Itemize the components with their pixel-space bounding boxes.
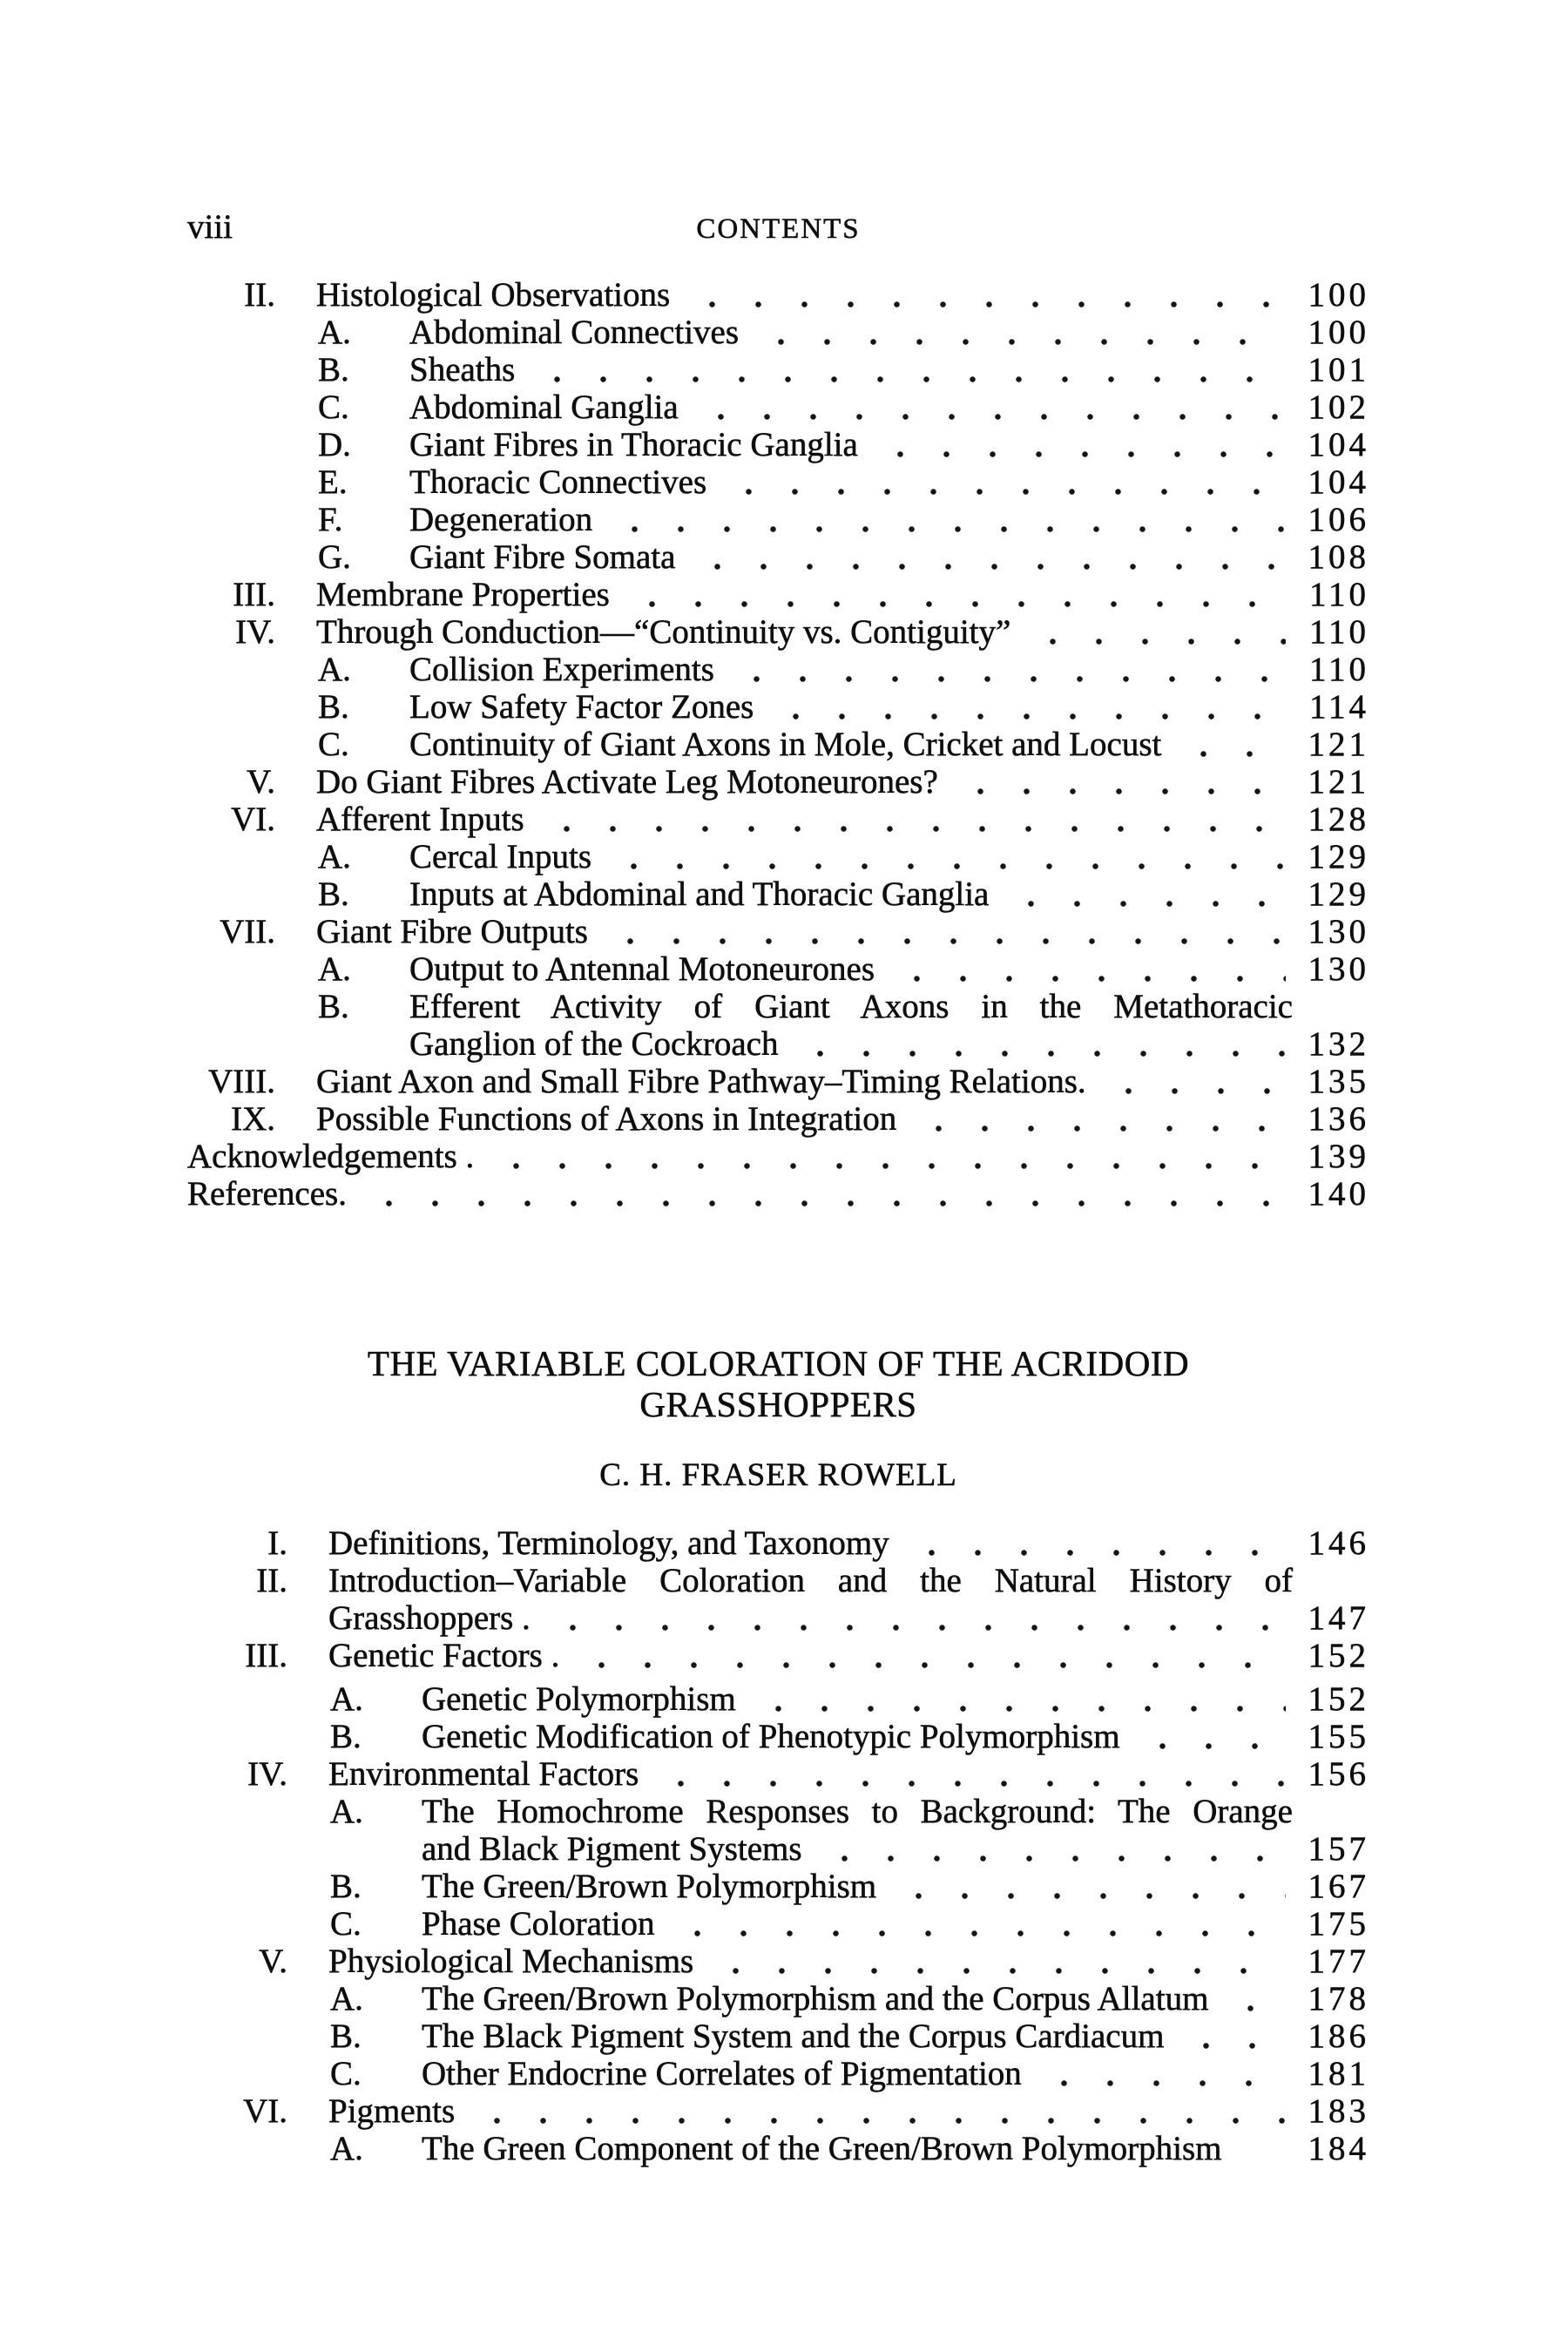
dot-leader xyxy=(719,463,1286,501)
toc-row xyxy=(199,1943,1369,1980)
toc-entry-line xyxy=(422,1718,1369,1755)
dot-leader xyxy=(814,1830,1286,1868)
toc-entry-title: Membrane Properties xyxy=(316,576,610,613)
toc-entry-body xyxy=(187,1175,1369,1213)
toc-entry-number: III. xyxy=(245,1637,287,1674)
toc-entry-line xyxy=(409,426,1369,463)
dot-leader xyxy=(359,1175,1286,1213)
dot-leader xyxy=(766,688,1286,726)
toc-entry-line xyxy=(422,1868,1369,1905)
toc-row xyxy=(187,1138,1369,1175)
toc-row xyxy=(199,1868,1369,1905)
toc-page-number: 135 xyxy=(1308,1063,1369,1100)
toc-entry-number: A. xyxy=(318,950,351,988)
toc-entry-body xyxy=(187,1138,1369,1175)
toc-entry-number: E. xyxy=(318,463,348,501)
toc-page-number: 167 xyxy=(1308,1868,1369,1905)
toc-entry-line xyxy=(328,1755,1369,1793)
toc-entry-title: Do Giant Fibres Activate Leg Motoneurones? xyxy=(316,763,938,801)
toc-entry-number: IV. xyxy=(235,613,275,651)
toc-entry-line xyxy=(409,538,1369,576)
toc-entry-number: G. xyxy=(318,538,351,576)
toc-page-number: 132 xyxy=(1308,1025,1369,1063)
toc-row xyxy=(199,1562,1369,1637)
toc-entry-number: VI. xyxy=(243,2092,287,2130)
dot-leader xyxy=(622,576,1286,613)
toc-entry-title: Definitions, Terminology, and Taxonomy xyxy=(328,1524,889,1562)
toc-row xyxy=(187,726,1369,763)
toc-entry-title: Environmental Factors xyxy=(328,1755,639,1793)
toc-entry-line xyxy=(316,576,1369,613)
toc-page-number: 186 xyxy=(1308,2017,1369,2055)
toc-page-number: 152 xyxy=(1308,1680,1369,1718)
toc-entry-body xyxy=(422,2130,1369,2167)
dot-leader xyxy=(667,1905,1286,1943)
toc-entry-body xyxy=(409,688,1369,726)
toc-entry-body xyxy=(422,1680,1369,1718)
dot-leader xyxy=(902,1524,1286,1562)
toc-part1 xyxy=(187,276,1369,1213)
dot-leader xyxy=(486,1138,1286,1175)
toc-entry-number: II. xyxy=(244,276,275,314)
dot-leader xyxy=(1173,726,1286,763)
toc-entry-body xyxy=(422,1980,1369,2017)
toc-entry-title: Physiological Mechanisms xyxy=(328,1943,694,1980)
toc-entry-line xyxy=(328,1637,1369,1674)
toc-entry-line xyxy=(409,314,1369,351)
toc-entry-body xyxy=(422,1905,1369,1943)
toc-row xyxy=(199,2017,1369,2055)
toc-entry-number: B. xyxy=(330,1718,362,1755)
toc-entry-body xyxy=(409,538,1369,576)
toc-entry-number: B. xyxy=(330,1868,362,1905)
toc-row xyxy=(187,988,1369,1063)
toc-entry-body xyxy=(409,314,1369,351)
toc-entry-title: Abdominal Ganglia xyxy=(409,389,679,426)
toc-row xyxy=(187,276,1369,314)
dot-leader xyxy=(1023,613,1286,651)
toc-entry-number: B. xyxy=(318,351,349,389)
toc-entry-title: Possible Functions of Axons in Integration xyxy=(316,1100,897,1138)
toc-entry-title: Histological Observations xyxy=(316,276,671,314)
toc-entry-title: Genetic Factors . xyxy=(328,1637,560,1674)
toc-page-number: 100 xyxy=(1308,314,1369,351)
toc-page-number: 121 xyxy=(1308,763,1369,801)
toc-entry-body xyxy=(409,426,1369,463)
dot-leader xyxy=(687,538,1286,576)
toc-row xyxy=(187,651,1369,688)
toc-row xyxy=(187,1100,1369,1138)
dot-leader xyxy=(682,276,1286,314)
toc-entry-title: Degeneration xyxy=(409,501,593,538)
dot-leader xyxy=(950,763,1286,801)
toc-page-number: 110 xyxy=(1308,576,1369,613)
toc-entry-continuation: Ganglion of the Cockroach xyxy=(409,1025,779,1063)
toc-entry-title: The Homochrome Responses to Background: The Orange xyxy=(422,1793,1293,1830)
toc-row xyxy=(199,1980,1369,2017)
dot-leader xyxy=(889,1868,1286,1905)
toc-entry-line xyxy=(422,2017,1369,2055)
toc-entry-line xyxy=(409,688,1369,726)
toc-page-number: 128 xyxy=(1308,801,1369,838)
dot-leader xyxy=(727,651,1286,688)
toc-entry-title: References. xyxy=(187,1175,347,1213)
dot-leader xyxy=(751,314,1286,351)
toc-entry-title: Giant Axon and Small Fibre Pathway–Timing Relations. xyxy=(316,1063,1086,1100)
toc-entry-line xyxy=(316,613,1369,651)
toc-entry-line xyxy=(409,838,1369,875)
toc-entry-number: A. xyxy=(330,1980,363,2017)
toc-page-number: 129 xyxy=(1308,838,1369,875)
dot-leader xyxy=(1234,2130,1287,2167)
article-author: C. H. FRASER ROWELL xyxy=(599,1457,957,1493)
toc-entry-number: VI. xyxy=(231,801,275,838)
toc-entry-body xyxy=(316,763,1369,801)
toc-entry-body xyxy=(409,389,1369,426)
toc-entry-title: The Green/Brown Polymorphism xyxy=(422,1868,877,1905)
toc-entry-line xyxy=(328,1562,1369,1599)
toc-entry-body xyxy=(409,726,1369,763)
toc-entry-title: Thoracic Connectives xyxy=(409,463,707,501)
toc-entry-body xyxy=(328,2092,1369,2130)
toc-entry-line xyxy=(316,1063,1369,1100)
dot-leader xyxy=(600,913,1286,950)
toc-page-number: 110 xyxy=(1308,613,1369,651)
dot-leader xyxy=(537,801,1286,838)
toc-entry-title: Phase Coloration xyxy=(422,1905,655,1943)
toc-entry-line xyxy=(409,950,1369,988)
toc-page-number: 156 xyxy=(1308,1755,1369,1793)
toc-row xyxy=(187,426,1369,463)
toc-entry-line xyxy=(409,389,1369,426)
toc-row xyxy=(199,1905,1369,1943)
toc-entry-body xyxy=(422,1868,1369,1905)
toc-row xyxy=(187,463,1369,501)
toc-entry-line xyxy=(328,1943,1369,1980)
toc-entry-number: V. xyxy=(259,1943,287,1980)
toc-page-number: 102 xyxy=(1308,389,1369,426)
toc-entry-title: Giant Fibres in Thoracic Ganglia xyxy=(409,426,858,463)
toc-entry-line xyxy=(409,875,1369,913)
toc-entry-body xyxy=(316,576,1369,613)
toc-entry-line xyxy=(328,2092,1369,2130)
toc-entry-body xyxy=(316,1063,1369,1100)
toc-entry-number: B. xyxy=(318,988,349,1025)
toc-entry-line xyxy=(422,2130,1369,2167)
contents-heading: CONTENTS xyxy=(696,213,861,245)
toc-entry-body xyxy=(409,875,1369,913)
toc-entry-body xyxy=(316,613,1369,651)
toc-row xyxy=(187,950,1369,988)
toc-page-number: 147 xyxy=(1308,1599,1369,1637)
toc-page-number: 121 xyxy=(1308,726,1369,763)
toc-entry-title: Introduction–Variable Coloration and the Natural History of xyxy=(328,1562,1293,1599)
toc-entry-number: C. xyxy=(330,1905,362,1943)
toc-row xyxy=(187,501,1369,538)
toc-entry-number: C. xyxy=(330,2055,362,2092)
toc-entry-body xyxy=(422,1718,1369,1755)
toc-entry-line xyxy=(316,913,1369,950)
dot-leader xyxy=(1001,875,1286,913)
toc-entry-body xyxy=(422,2055,1369,2092)
toc-entry-title: Cercal Inputs xyxy=(409,838,592,875)
article-title-line1: THE VARIABLE COLORATION OF THE ACRIDOID xyxy=(367,1343,1190,1383)
toc-entry-title: Afferent Inputs xyxy=(316,801,524,838)
toc-page-number: 177 xyxy=(1308,1943,1369,1980)
toc-entry-body xyxy=(316,913,1369,950)
toc-entry-body xyxy=(328,1524,1369,1562)
toc-entry-number: A. xyxy=(318,838,351,875)
toc-page-number: 108 xyxy=(1308,538,1369,576)
toc-page-number: 139 xyxy=(1308,1138,1369,1175)
dot-leader xyxy=(605,501,1286,538)
toc-entry-title: Collision Experiments xyxy=(409,651,714,688)
toc-entry-number: A. xyxy=(318,651,351,688)
toc-entry-title: Acknowledgements . xyxy=(187,1138,475,1175)
toc-page-number: 104 xyxy=(1308,463,1369,501)
toc-row xyxy=(187,351,1369,389)
toc-entry-body xyxy=(328,1755,1369,1793)
toc-page-number: 100 xyxy=(1308,276,1369,314)
toc-row xyxy=(199,2055,1369,2092)
toc-entry-number: A. xyxy=(330,1680,363,1718)
dot-leader xyxy=(748,1680,1286,1718)
toc-entry-number: C. xyxy=(318,726,349,763)
toc-entry-line xyxy=(409,501,1369,538)
toc-page-number: 136 xyxy=(1308,1100,1369,1138)
dot-leader xyxy=(571,1637,1286,1674)
toc-entry-continuation-line xyxy=(422,1830,1369,1868)
toc-entry-title: Efferent Activity of Giant Axons in the Metathoracic xyxy=(409,988,1293,1025)
toc-entry-line xyxy=(187,1138,1369,1175)
dot-leader xyxy=(691,389,1286,426)
toc-entry-title: Other Endocrine Correlates of Pigmentation xyxy=(422,2055,1022,2092)
toc-entry-number: C. xyxy=(318,389,349,426)
toc-entry-number: V. xyxy=(247,763,275,801)
dot-leader xyxy=(1034,2055,1286,2092)
toc-page-number: 175 xyxy=(1308,1905,1369,1943)
dot-leader xyxy=(651,1755,1286,1793)
toc-page-number: 101 xyxy=(1308,351,1369,389)
toc-entry-body xyxy=(316,276,1369,314)
toc-entry-number: B. xyxy=(318,688,349,726)
toc-entry-title: Giant Fibre Outputs xyxy=(316,913,588,950)
toc-entry-body xyxy=(409,501,1369,538)
toc-entry-title: Abdominal Connectives xyxy=(409,314,740,351)
toc-page-number: 178 xyxy=(1308,1980,1369,2017)
toc-page-number: 104 xyxy=(1308,426,1369,463)
toc-entry-number: A. xyxy=(318,314,351,351)
toc-page-number: 114 xyxy=(1308,688,1369,726)
toc-entry-title: The Black Pigment System and the Corpus Cardiacum xyxy=(422,2017,1165,2055)
toc-entry-line xyxy=(409,463,1369,501)
toc-entry-body xyxy=(328,1943,1369,1980)
toc-page-number: 157 xyxy=(1308,1830,1369,1868)
toc-row xyxy=(187,913,1369,950)
page-content xyxy=(187,207,1369,2167)
dot-leader xyxy=(1132,1718,1286,1755)
toc-entry-body xyxy=(316,1100,1369,1138)
toc-row xyxy=(187,538,1369,576)
toc-row xyxy=(199,1524,1369,1562)
toc-row xyxy=(199,2130,1369,2167)
toc-entry-number: IX. xyxy=(231,1100,275,1138)
toc-row xyxy=(199,1718,1369,1755)
toc-row xyxy=(187,801,1369,838)
toc-page-number: 181 xyxy=(1308,2055,1369,2092)
dot-leader xyxy=(1176,2017,1286,2055)
toc-entry-body xyxy=(409,351,1369,389)
toc-entry-body xyxy=(316,801,1369,838)
toc-entry-line xyxy=(409,726,1369,763)
toc-entry-number: D. xyxy=(318,426,351,463)
toc-entry-title: Pigments xyxy=(328,2092,456,2130)
toc-entry-body xyxy=(409,838,1369,875)
dot-leader xyxy=(706,1943,1286,1980)
toc-row xyxy=(187,1175,1369,1213)
toc-entry-title: Low Safety Factor Zones xyxy=(409,688,754,726)
toc-page-number: 129 xyxy=(1308,875,1369,913)
toc-entry-title: Sheaths xyxy=(409,351,516,389)
toc-entry-line xyxy=(316,801,1369,838)
dot-leader xyxy=(887,950,1286,988)
article-title-line2: GRASSHOPPERS xyxy=(639,1384,917,1424)
toc-entry-title: The Green Component of the Green/Brown Polymorphism xyxy=(422,2130,1222,2167)
toc-row xyxy=(187,1063,1369,1100)
toc-entry-continuation-line xyxy=(328,1599,1369,1637)
toc-entry-line xyxy=(409,351,1369,389)
toc-entry-line xyxy=(409,988,1369,1025)
toc-entry-number: VII. xyxy=(220,913,275,950)
dot-leader xyxy=(870,426,1286,463)
page-folio: viii xyxy=(187,208,233,246)
toc-entry-number: A. xyxy=(330,1793,363,1830)
toc-entry-continuation: Grasshoppers . xyxy=(328,1599,531,1637)
dot-leader xyxy=(909,1100,1286,1138)
toc-entry-number: III. xyxy=(233,576,275,613)
toc-row xyxy=(199,1793,1369,1868)
toc-entry-number: II. xyxy=(256,1562,287,1599)
toc-entry-title: Giant Fibre Somata xyxy=(409,538,676,576)
toc-entry-body xyxy=(422,2017,1369,2055)
toc-row xyxy=(187,613,1369,651)
toc-entry-title: Output to Antennal Motoneurones xyxy=(409,950,875,988)
toc-row xyxy=(187,875,1369,913)
toc-page-number: 140 xyxy=(1308,1175,1369,1213)
toc-page-number: 183 xyxy=(1308,2092,1369,2130)
dot-leader xyxy=(604,838,1286,875)
toc-entry-line xyxy=(422,1680,1369,1718)
toc-page-number: 146 xyxy=(1308,1524,1369,1562)
toc-row xyxy=(199,2092,1369,2130)
toc-page-number: 130 xyxy=(1308,913,1369,950)
toc-entry-body xyxy=(328,1637,1369,1674)
dot-leader xyxy=(527,351,1286,389)
toc-entry-line xyxy=(409,651,1369,688)
toc-page-number: 184 xyxy=(1308,2130,1369,2167)
toc-page-number: 155 xyxy=(1308,1718,1369,1755)
toc-entry-title: Continuity of Giant Axons in Mole, Cricket and Locust xyxy=(409,726,1162,763)
toc-entry-body xyxy=(409,988,1369,1063)
dot-leader xyxy=(1098,1063,1286,1100)
toc-page-number: 106 xyxy=(1308,501,1369,538)
toc-entry-number: I. xyxy=(267,1524,287,1562)
dot-leader xyxy=(543,1599,1286,1637)
toc-entry-number: VIII. xyxy=(208,1063,275,1100)
toc-entry-line xyxy=(187,1175,1369,1213)
toc-entry-title: Inputs at Abdominal and Thoracic Ganglia xyxy=(409,875,990,913)
toc-entry-line xyxy=(316,276,1369,314)
toc-entry-body xyxy=(409,651,1369,688)
toc-entry-number: A. xyxy=(330,2130,363,2167)
toc-entry-body xyxy=(409,950,1369,988)
toc-entry-title: Through Conduction—“Continuity vs. Contiguity” xyxy=(316,613,1011,651)
running-head xyxy=(187,207,1369,247)
dot-leader xyxy=(467,2092,1286,2130)
toc-entry-line xyxy=(328,1524,1369,1562)
dot-leader xyxy=(790,1025,1286,1063)
toc-row xyxy=(187,314,1369,351)
toc-entry-body xyxy=(409,463,1369,501)
toc-entry-title: Genetic Modification of Phenotypic Polymorphism xyxy=(422,1718,1120,1755)
toc-entry-number: F. xyxy=(318,501,343,538)
toc-row xyxy=(187,688,1369,726)
toc-row xyxy=(199,1755,1369,1793)
toc-entry-number: B. xyxy=(330,2017,362,2055)
toc-entry-line xyxy=(422,1980,1369,2017)
toc-row xyxy=(199,1680,1369,1718)
toc-entry-number: IV. xyxy=(247,1755,287,1793)
toc-entry-line xyxy=(316,1100,1369,1138)
toc-entry-title: The Green/Brown Polymorphism and the Corpus Allatum xyxy=(422,1980,1209,2017)
toc-row xyxy=(187,576,1369,613)
toc-entry-line xyxy=(422,2055,1369,2092)
toc-entry-number: B. xyxy=(318,875,349,913)
toc-row xyxy=(187,763,1369,801)
toc-entry-continuation: and Black Pigment Systems xyxy=(422,1830,802,1868)
toc-row xyxy=(199,1637,1369,1674)
toc-entry-line xyxy=(422,1793,1369,1830)
dot-leader xyxy=(1220,1980,1286,2017)
toc-row xyxy=(187,838,1369,875)
toc-entry-title: Genetic Polymorphism xyxy=(422,1680,736,1718)
toc-entry-body xyxy=(422,1793,1369,1868)
toc-page-number: 110 xyxy=(1308,651,1369,688)
toc-page-number: 152 xyxy=(1308,1637,1369,1674)
toc-entry-line xyxy=(422,1905,1369,1943)
toc-row xyxy=(187,389,1369,426)
toc-entry-body xyxy=(328,1562,1369,1637)
toc-entry-continuation-line xyxy=(409,1025,1369,1063)
toc-page-number: 130 xyxy=(1308,950,1369,988)
toc-part2 xyxy=(187,1524,1369,2167)
toc-entry-line xyxy=(316,763,1369,801)
